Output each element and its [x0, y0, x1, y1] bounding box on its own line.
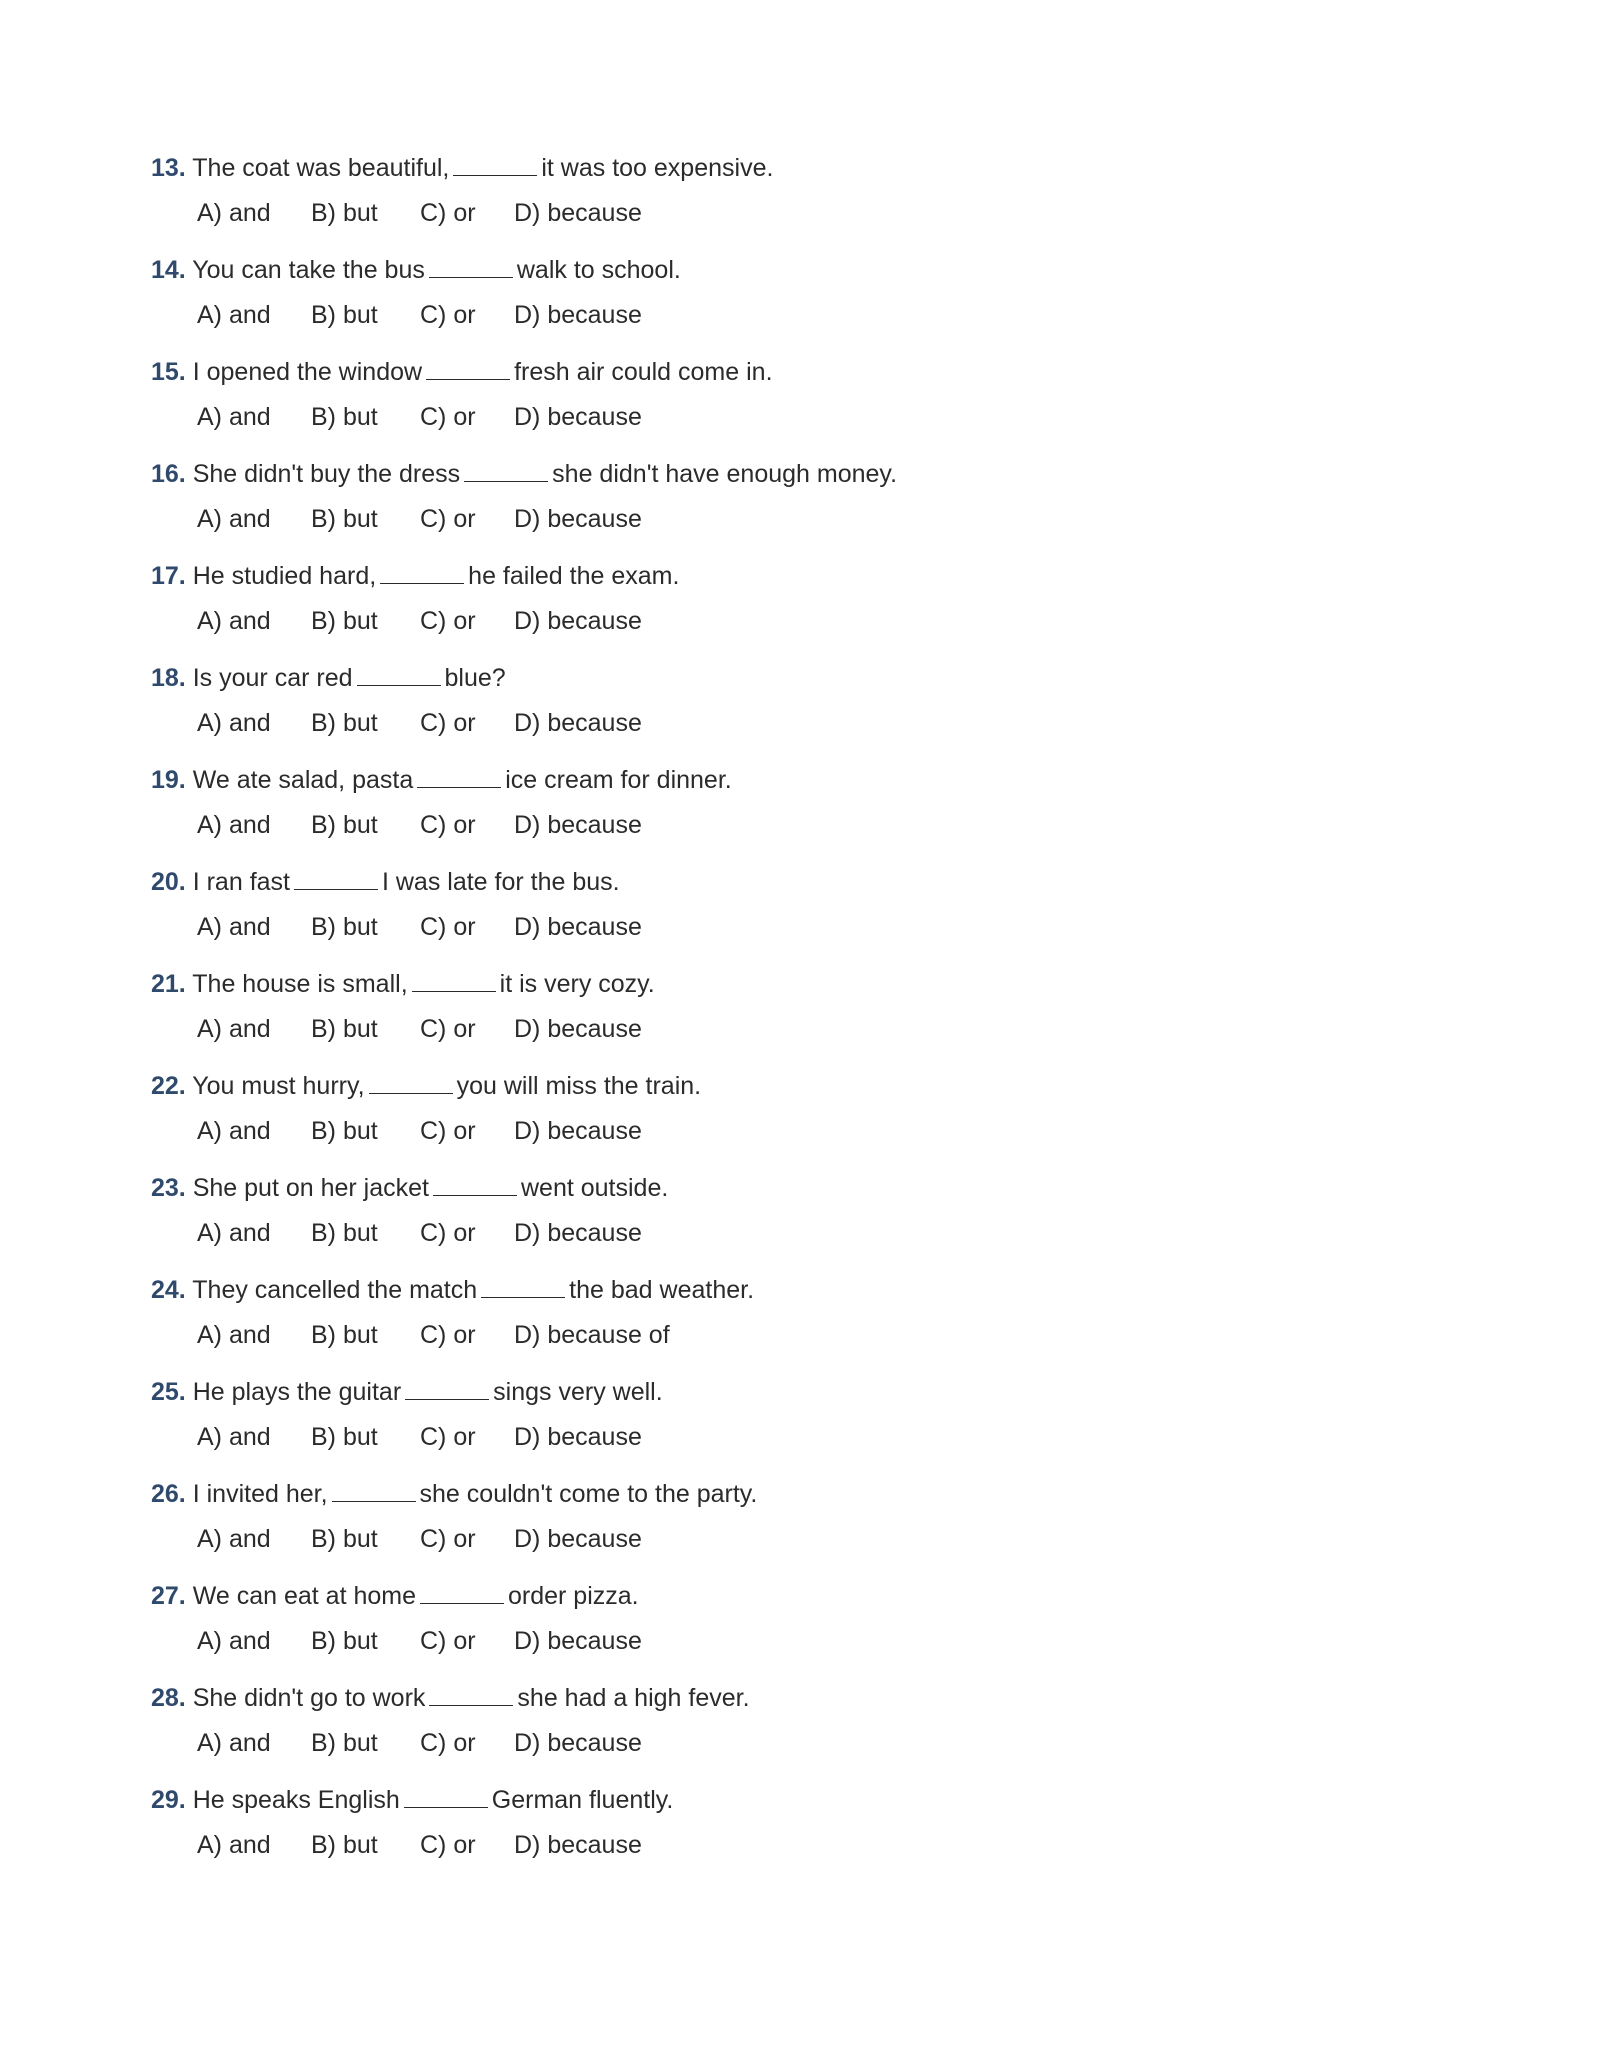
question-text — [151, 1780, 1451, 1820]
question-text — [151, 250, 1451, 290]
question — [151, 1576, 1451, 1678]
question-text-before: He speaks English — [192, 1786, 400, 1814]
option-a[interactable]: A) and — [197, 913, 271, 941]
question-text-before: I ran fast — [192, 868, 290, 896]
answer-options — [151, 601, 1451, 641]
option-c[interactable]: C) or — [420, 1831, 476, 1859]
option-d[interactable]: D) because — [514, 1627, 642, 1655]
option-b[interactable]: B) but — [311, 1117, 378, 1145]
option-b[interactable]: B) but — [311, 199, 378, 227]
option-d[interactable]: D) because — [514, 1831, 642, 1859]
answer-options — [151, 1111, 1451, 1151]
answer-blank — [464, 455, 548, 482]
question-text-before: The coat was beautiful, — [192, 154, 450, 182]
option-d[interactable]: D) because — [514, 403, 642, 431]
question-text-after: ice cream for dinner. — [505, 766, 732, 794]
answer-options — [151, 1213, 1451, 1253]
option-d[interactable]: D) because — [514, 1525, 642, 1553]
question-text — [151, 1372, 1451, 1412]
question-number: 23. — [151, 1174, 186, 1202]
answer-options — [151, 1315, 1451, 1355]
option-a[interactable]: A) and — [197, 1117, 271, 1145]
option-a[interactable]: A) and — [197, 811, 271, 839]
option-a[interactable]: A) and — [197, 199, 271, 227]
question — [151, 352, 1451, 454]
option-a[interactable]: A) and — [197, 1219, 271, 1247]
option-b[interactable]: B) but — [311, 1015, 378, 1043]
question-text-after: walk to school. — [516, 256, 681, 284]
option-a[interactable]: A) and — [197, 403, 271, 431]
answer-blank — [380, 557, 464, 584]
question-text-before: She didn't buy the dress — [192, 460, 461, 488]
question-text-before: I opened the window — [192, 358, 423, 386]
question-text-after: she had a high fever. — [517, 1684, 750, 1712]
question — [151, 1270, 1451, 1372]
answer-blank — [420, 1577, 504, 1604]
question-text — [151, 556, 1451, 596]
question-number: 17. — [151, 562, 186, 590]
question-number: 14. — [151, 256, 186, 284]
option-d[interactable]: D) because — [514, 811, 642, 839]
question-number: 29. — [151, 1786, 186, 1814]
question-number: 15. — [151, 358, 186, 386]
question-text — [151, 1168, 1451, 1208]
question-text-after: I was late for the bus. — [381, 868, 620, 896]
question-number: 26. — [151, 1480, 186, 1508]
option-c[interactable]: C) or — [420, 1729, 476, 1757]
question-text-before: You can take the bus — [192, 256, 425, 284]
question-text-before: You must hurry, — [192, 1072, 365, 1100]
question-number: 13. — [151, 154, 186, 182]
question-text-before: I invited her, — [192, 1480, 328, 1508]
option-c[interactable]: C) or — [420, 1117, 476, 1145]
option-a[interactable]: A) and — [197, 1423, 271, 1451]
option-d[interactable]: D) because — [514, 913, 642, 941]
worksheet — [151, 148, 1451, 1882]
option-c[interactable]: C) or — [420, 1525, 476, 1553]
answer-blank — [369, 1067, 453, 1094]
option-a[interactable]: A) and — [197, 1525, 271, 1553]
answer-options — [151, 805, 1451, 845]
option-d[interactable]: D) because — [514, 607, 642, 635]
question-text-after: he failed the exam. — [468, 562, 680, 590]
question-text-after: you will miss the train. — [456, 1072, 702, 1100]
question-number: 25. — [151, 1378, 186, 1406]
question-text-before: Is your car red — [192, 664, 353, 692]
question-number: 21. — [151, 970, 186, 998]
option-b[interactable]: B) but — [311, 1423, 378, 1451]
answer-options — [151, 295, 1451, 335]
option-d[interactable]: D) because — [514, 1015, 642, 1043]
option-d[interactable]: D) because — [514, 1117, 642, 1145]
answer-options — [151, 1519, 1451, 1559]
question-text-after: sings very well. — [493, 1378, 663, 1406]
option-d[interactable]: D) because — [514, 1219, 642, 1247]
question-text-after: order pizza. — [508, 1582, 639, 1610]
question-number: 20. — [151, 868, 186, 896]
answer-options — [151, 703, 1451, 743]
question — [151, 148, 1451, 250]
question-text — [151, 964, 1451, 1004]
option-c[interactable]: C) or — [420, 199, 476, 227]
option-d[interactable]: D) because — [514, 199, 642, 227]
question — [151, 964, 1451, 1066]
option-c[interactable]: C) or — [420, 1321, 476, 1349]
option-b[interactable]: B) but — [311, 709, 378, 737]
question-text-after: it is very cozy. — [499, 970, 655, 998]
question-text — [151, 148, 1451, 188]
question-text — [151, 1270, 1451, 1310]
option-b[interactable]: B) but — [311, 1321, 378, 1349]
question-text-after: she didn't have enough money. — [552, 460, 898, 488]
question — [151, 1678, 1451, 1780]
question-text-before: The house is small, — [192, 970, 408, 998]
question — [151, 658, 1451, 760]
option-d[interactable]: D) because — [514, 1729, 642, 1757]
question — [151, 454, 1451, 556]
answer-options — [151, 1009, 1451, 1049]
question-text — [151, 1678, 1451, 1718]
option-d[interactable]: D) because — [514, 301, 642, 329]
option-d[interactable]: D) because — [514, 1423, 642, 1451]
answer-blank — [412, 965, 496, 992]
answer-options — [151, 1417, 1451, 1457]
question — [151, 1780, 1451, 1882]
option-d[interactable]: D) because of — [514, 1321, 670, 1349]
question-text — [151, 1576, 1451, 1616]
option-a[interactable]: A) and — [197, 1321, 271, 1349]
answer-options — [151, 1621, 1451, 1661]
question-text — [151, 454, 1451, 494]
question — [151, 760, 1451, 862]
option-c[interactable]: C) or — [420, 1219, 476, 1247]
option-b[interactable]: B) but — [311, 607, 378, 635]
option-c[interactable]: C) or — [420, 301, 476, 329]
question-number: 28. — [151, 1684, 186, 1712]
option-a[interactable]: A) and — [197, 1831, 271, 1859]
answer-blank — [481, 1271, 565, 1298]
answer-options — [151, 193, 1451, 233]
answer-blank — [294, 863, 378, 890]
question-text — [151, 352, 1451, 392]
option-c[interactable]: C) or — [420, 811, 476, 839]
question — [151, 1066, 1451, 1168]
option-c[interactable]: C) or — [420, 403, 476, 431]
option-b[interactable]: B) but — [311, 505, 378, 533]
question-text — [151, 1474, 1451, 1514]
option-d[interactable]: D) because — [514, 709, 642, 737]
option-a[interactable]: A) and — [197, 1729, 271, 1757]
question-number: 16. — [151, 460, 186, 488]
question-text-after: she couldn't come to the party. — [419, 1480, 758, 1508]
question — [151, 1474, 1451, 1576]
question-text-before: She didn't go to work — [192, 1684, 426, 1712]
option-c[interactable]: C) or — [420, 505, 476, 533]
option-b[interactable]: B) but — [311, 1219, 378, 1247]
question-text-before: She put on her jacket — [192, 1174, 429, 1202]
answer-blank — [453, 149, 537, 176]
option-a[interactable]: A) and — [197, 709, 271, 737]
question-text-before: He plays the guitar — [192, 1378, 402, 1406]
question — [151, 556, 1451, 658]
option-b[interactable]: B) but — [311, 1729, 378, 1757]
question-text-after: the bad weather. — [569, 1276, 755, 1304]
question-text-before: They cancelled the match — [192, 1276, 478, 1304]
question-number: 18. — [151, 664, 186, 692]
question-text-after: fresh air could come in. — [514, 358, 773, 386]
option-b[interactable]: B) but — [311, 1831, 378, 1859]
question-text — [151, 1066, 1451, 1106]
answer-blank — [426, 353, 510, 380]
question-text-before: He studied hard, — [192, 562, 377, 590]
question-text-before: We ate salad, pasta — [192, 766, 414, 794]
question — [151, 250, 1451, 352]
option-b[interactable]: B) but — [311, 1525, 378, 1553]
option-a[interactable]: A) and — [197, 1015, 271, 1043]
option-b[interactable]: B) but — [311, 1627, 378, 1655]
question — [151, 1168, 1451, 1270]
answer-blank — [357, 659, 441, 686]
question — [151, 862, 1451, 964]
answer-options — [151, 907, 1451, 947]
answer-blank — [433, 1169, 517, 1196]
answer-options — [151, 499, 1451, 539]
option-a[interactable]: A) and — [197, 301, 271, 329]
question-number: 22. — [151, 1072, 186, 1100]
question-text-after: it was too expensive. — [541, 154, 774, 182]
answer-blank — [417, 761, 501, 788]
question-text-after: German fluently. — [491, 1786, 674, 1814]
option-b[interactable]: B) but — [311, 301, 378, 329]
option-c[interactable]: C) or — [420, 1423, 476, 1451]
option-a[interactable]: A) and — [197, 607, 271, 635]
option-c[interactable]: C) or — [420, 709, 476, 737]
question-number: 27. — [151, 1582, 186, 1610]
option-d[interactable]: D) because — [514, 505, 642, 533]
question-number: 24. — [151, 1276, 186, 1304]
option-c[interactable]: C) or — [420, 1015, 476, 1043]
option-c[interactable]: C) or — [420, 1627, 476, 1655]
option-c[interactable]: C) or — [420, 607, 476, 635]
question-text — [151, 760, 1451, 800]
option-a[interactable]: A) and — [197, 505, 271, 533]
answer-blank — [404, 1781, 488, 1808]
question-text-after: went outside. — [521, 1174, 669, 1202]
question-text-after: blue? — [444, 664, 506, 692]
question-number: 19. — [151, 766, 186, 794]
answer-blank — [429, 1679, 513, 1706]
question-text — [151, 862, 1451, 902]
answer-options — [151, 1825, 1451, 1865]
answer-options — [151, 1723, 1451, 1763]
question-text — [151, 658, 1451, 698]
answer-blank — [405, 1373, 489, 1400]
answer-options — [151, 397, 1451, 437]
option-c[interactable]: C) or — [420, 913, 476, 941]
option-b[interactable]: B) but — [311, 811, 378, 839]
answer-blank — [332, 1475, 416, 1502]
answer-blank — [429, 251, 513, 278]
option-b[interactable]: B) but — [311, 913, 378, 941]
question-text-before: We can eat at home — [192, 1582, 416, 1610]
option-a[interactable]: A) and — [197, 1627, 271, 1655]
question — [151, 1372, 1451, 1474]
option-b[interactable]: B) but — [311, 403, 378, 431]
